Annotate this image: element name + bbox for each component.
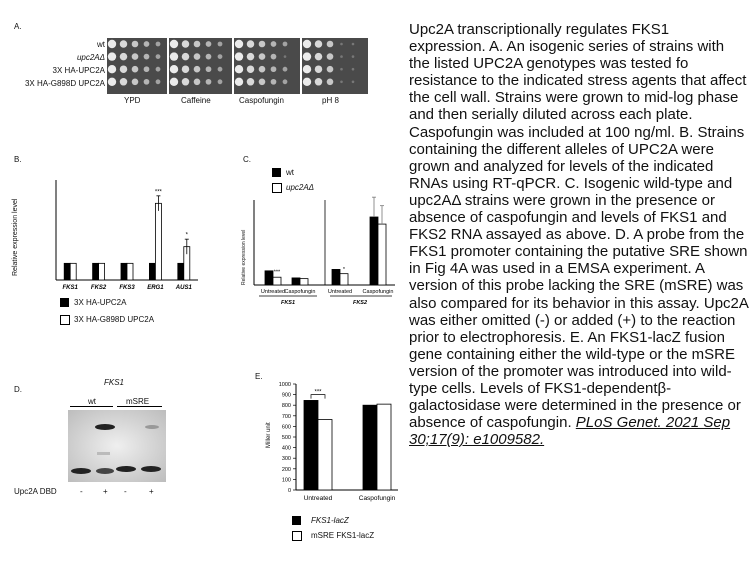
e-ytick-label-6: 600 xyxy=(281,424,291,431)
condition-caspofungin: Caspofungin xyxy=(239,96,284,105)
strain-label-upc2a: upc2AΔ xyxy=(76,53,105,62)
legend-c-upc2a: upc2AΔ xyxy=(286,183,315,192)
legend-c-wt: wt xyxy=(286,168,294,177)
legend-b-label-2: 3X HA-G898D UPC2A xyxy=(74,315,155,324)
e-ytick-label-1: 100 xyxy=(281,477,291,484)
e-ytick-label-2: 200 xyxy=(281,466,291,473)
b-tick-1: FKS2 xyxy=(90,285,107,291)
e-bar-0-1 xyxy=(363,405,377,490)
e-bar-1-0 xyxy=(318,420,332,490)
c-xlabel-1: Caspofungin xyxy=(284,289,316,295)
e-xlabel-0: Untreated xyxy=(303,495,333,502)
gel-sign-1: - xyxy=(80,487,83,496)
b-tick-0: FKS1 xyxy=(62,285,78,291)
b-tick-2: FKS3 xyxy=(119,285,135,291)
panel-d-title: FKS1 xyxy=(104,378,125,387)
panel-c-label: C. xyxy=(243,155,251,164)
c-sig-1: * xyxy=(342,266,346,273)
strain-label-ha-g898d: 3X HA-G898D UPC2A xyxy=(24,79,105,88)
e-ytick-label-10: 1000 xyxy=(278,382,291,388)
e-sig: *** xyxy=(314,389,322,396)
condition-caffeine: Caffeine xyxy=(181,96,211,105)
legend-e-swatch-2 xyxy=(292,531,302,541)
citation-link[interactable]: PLoS Genet. 2021 Sep 30;17(9): e1009582. xyxy=(409,414,731,449)
c-xlabel-2: Untreated xyxy=(327,289,353,295)
panel-b-label: B. xyxy=(14,155,22,164)
gel-group-wt: wt xyxy=(88,397,96,406)
b-sig-1: * xyxy=(185,232,188,239)
legend-e-swatch-1 xyxy=(292,516,301,525)
legend-e-label-2: mSRE FKS1-lacZ xyxy=(311,531,375,540)
panel-b-ylabel: Relative expression level xyxy=(12,198,19,276)
gel-group-msre: mSRE xyxy=(126,397,150,406)
e-bar-0-0 xyxy=(304,400,318,490)
c-sig-0: *** xyxy=(273,269,281,276)
c-xlabel-3: Caspofungin xyxy=(362,289,394,295)
gel-sign-3: - xyxy=(124,487,127,496)
e-ytick-label-0: 0 xyxy=(287,488,291,494)
condition-ph8: pH 8 xyxy=(322,96,339,105)
c-xlabel-0: Untreated xyxy=(260,289,286,295)
legend-b-label-1: 3X HA-UPC2A xyxy=(74,298,127,307)
panel-c-ylabel: Relative expression level xyxy=(241,229,247,285)
panel-a-label: A. xyxy=(14,22,22,31)
b-sig-0: *** xyxy=(154,189,162,196)
e-ytick-label-4: 400 xyxy=(281,445,291,452)
c-gene-1: FKS2 xyxy=(352,300,368,306)
panel-e-ylabel: Miller unit xyxy=(266,422,272,448)
e-ytick-label-8: 800 xyxy=(281,403,291,410)
strain-label-ha-upc2a: 3X HA-UPC2A xyxy=(52,66,105,75)
e-ytick-label-7: 700 xyxy=(281,413,291,420)
legend-e-label-1: FKS1-lacZ xyxy=(311,516,349,525)
e-bar-1-1 xyxy=(377,404,391,490)
gel-sign-4: + xyxy=(149,487,154,496)
b-tick-3: ERG1 xyxy=(147,285,164,291)
condition-ypd: YPD xyxy=(124,96,141,105)
strain-label-wt: wt xyxy=(97,40,105,49)
e-ytick-label-5: 500 xyxy=(281,435,291,441)
c-gene-0: FKS1 xyxy=(280,300,296,306)
e-ytick-label-3: 300 xyxy=(281,456,291,463)
caption-text: Upc2A transcriptionally regulates FKS1 expression. A. An isogenic series of strains with the listed UPC2A genotypes was tested fo resistance to the indicated stress agents that affect the cell wall. Strains were grown to mid-log phase and then serially diluted across each plate. Caspofungin was included at 100 ng/ml. B. Strains containing the different alleles of UPC2A were grown and analyzed for levels of the indicated RNAs using RT-qPCR. C. Isogenic wild-type and upc2AΔ strains were grown in the presence or absence of caspofungin and levels of FKS1 and FKS2 RNA assayed as above. D. A probe from the FKS1 promoter containing the putative SRE shown in Fig 4A was used in a EMSA experiment. A version of this probe lacking the SRE (mSRE) was also compared for its behavior in this assay. Upc2A was either omitted (-) or added (+) to the reaction prior to electrophoresis. E. An FKS1-lacZ fusion gene containing either the wild-type or the mSRE version of the promoter was introduced into wild-type cells. Levels of FKS1-dependentβ-galactosidase were determined in the presence or absence of caspofungin. xyxy=(409,21,749,432)
figure-caption xyxy=(409,21,749,448)
e-xlabel-1: Caspofungin xyxy=(358,495,396,502)
gel-row-label: Upc2A DBD xyxy=(14,487,57,496)
e-ytick-label-9: 900 xyxy=(281,392,291,399)
panel-d-label: D. xyxy=(14,385,22,394)
b-tick-4: AUS1 xyxy=(175,285,192,291)
gel-sign-2: + xyxy=(103,487,108,496)
panel-e-label: E. xyxy=(255,372,263,381)
